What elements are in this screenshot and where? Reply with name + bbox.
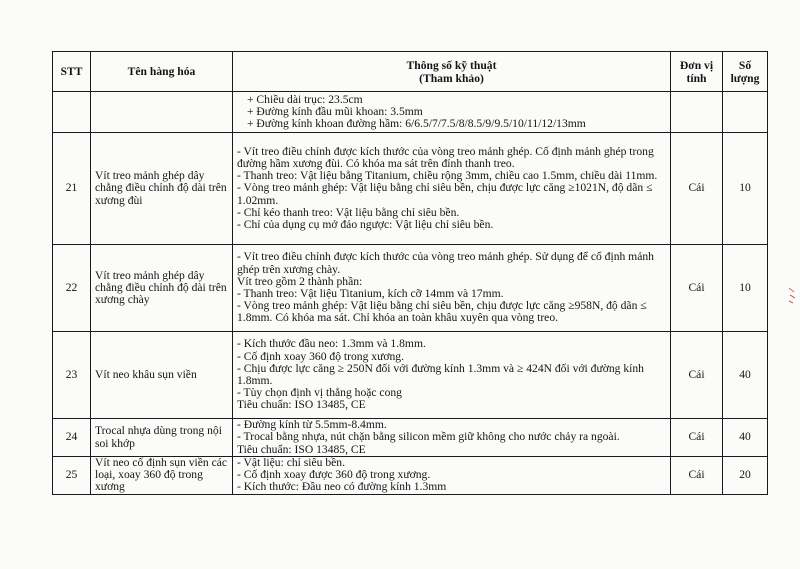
row-item-name: Trocal nhựa dùng trong nội soi khớp [91,419,233,457]
row-specs: - Vật liệu: chỉ siêu bền. - Cố định xoay được 360 độ trong xương. - Kích thước: Đầu neo có đường kính 1.3mm [233,457,671,495]
table-row [53,332,768,419]
table-row [53,245,768,332]
table-row [53,457,768,495]
row-item-name: Vít neo cố định sụn viền các loại, xoay 360 độ trong xương [91,457,233,495]
table-row-continuation [53,92,768,133]
header-spec: Thông số kỹ thuật (Tham khảo) [233,52,671,92]
row-unit: Cái [671,332,723,419]
table-row [53,133,768,245]
row-specs: - Đường kính từ 5.5mm-8.4mm. - Trocal bằng nhựa, nút chặn bằng silicon mềm giữ không cho nước chảy ra ngoài. Tiêu chuẩn: ISO 13485, CE [233,419,671,457]
continuation-specs: + Chiều dài trục: 23.5cm + Đường kính đầu mũi khoan: 3.5mm + Đường kính khoan đường hầm: 6/6.5/7/7.5/8/8.5/9/9.5/10/11/12/13mm [233,92,671,133]
row-item-name: Vít treo mảnh ghép dây chằng điều chỉnh độ dài trên xương chày [91,245,233,332]
table-row [53,419,768,457]
header-qty: Số lượng [723,52,768,92]
row-qty: 10 [723,245,768,332]
row-specs: - Kích thước đầu neo: 1.3mm và 1.8mm. - Cố định xoay 360 độ trong xương. - Chịu được lực căng ≥ 250N đối với đường kính 1.3mm và ≥ 424N đối với đường kính 1.8mm. - Tùy chọn định vị thẳng hoặc cong Tiêu chuẩn: ISO 13485, CE [233,332,671,419]
row-stt: 24 [53,419,91,457]
row-specs: - Vít treo điều chỉnh được kích thước của vòng treo mảnh ghép. Sử dụng để cố định mảnh ghép trên xương chày. Vít treo gồm 2 thành phần: - Thanh treo: Vật liệu Titanium, kích cỡ 14mm và 17mm. - Vòng treo mảnh ghép: Vật liệu bằng chỉ siêu bền, chịu được lực căng ≥958N, độ dãn ≤ 1.8mm. Có khóa ma sát. Chỉ khóa an toàn khâu xuyên qua vòng treo. [233,245,671,332]
specification-table [52,51,768,495]
row-stt: 22 [53,245,91,332]
row-specs: - Vít treo điều chỉnh được kích thước của vòng treo mảnh ghép. Cố định mảnh ghép trong đường hầm xương đùi. Có khóa ma sát trên đỉnh thanh treo. - Thanh treo: Vật liệu bằng Titanium, chiều rộng 3mm, chiều cao 1.5mm, chiều dài 11mm. - Vòng treo mảnh ghép: Vật liệu bằng chỉ siêu bền, chịu được lực căng ≥1021N, độ dãn ≤ 1.02mm. - Chỉ kéo thanh treo: Vật liệu bằng chỉ siêu bền. - Chỉ của dụng cụ mở đảo ngược: Vật liệu chỉ siêu bền. [233,133,671,245]
row-unit: Cái [671,133,723,245]
ink-mark-decoration [788,286,796,304]
row-unit: Cái [671,245,723,332]
row-qty: 40 [723,419,768,457]
header-unit: Đơn vị tính [671,52,723,92]
row-stt: 23 [53,332,91,419]
row-qty: 20 [723,457,768,495]
row-unit: Cái [671,457,723,495]
row-stt: 21 [53,133,91,245]
row-stt: 25 [53,457,91,495]
row-qty: 40 [723,332,768,419]
header-name: Tên hàng hóa [91,52,233,92]
row-unit: Cái [671,419,723,457]
row-qty: 10 [723,133,768,245]
row-item-name: Vít treo mảnh ghép dây chằng điều chỉnh độ dài trên xương đùi [91,133,233,245]
header-stt: STT [53,52,91,92]
table-header-row [53,52,768,92]
row-item-name: Vít neo khâu sụn viền [91,332,233,419]
